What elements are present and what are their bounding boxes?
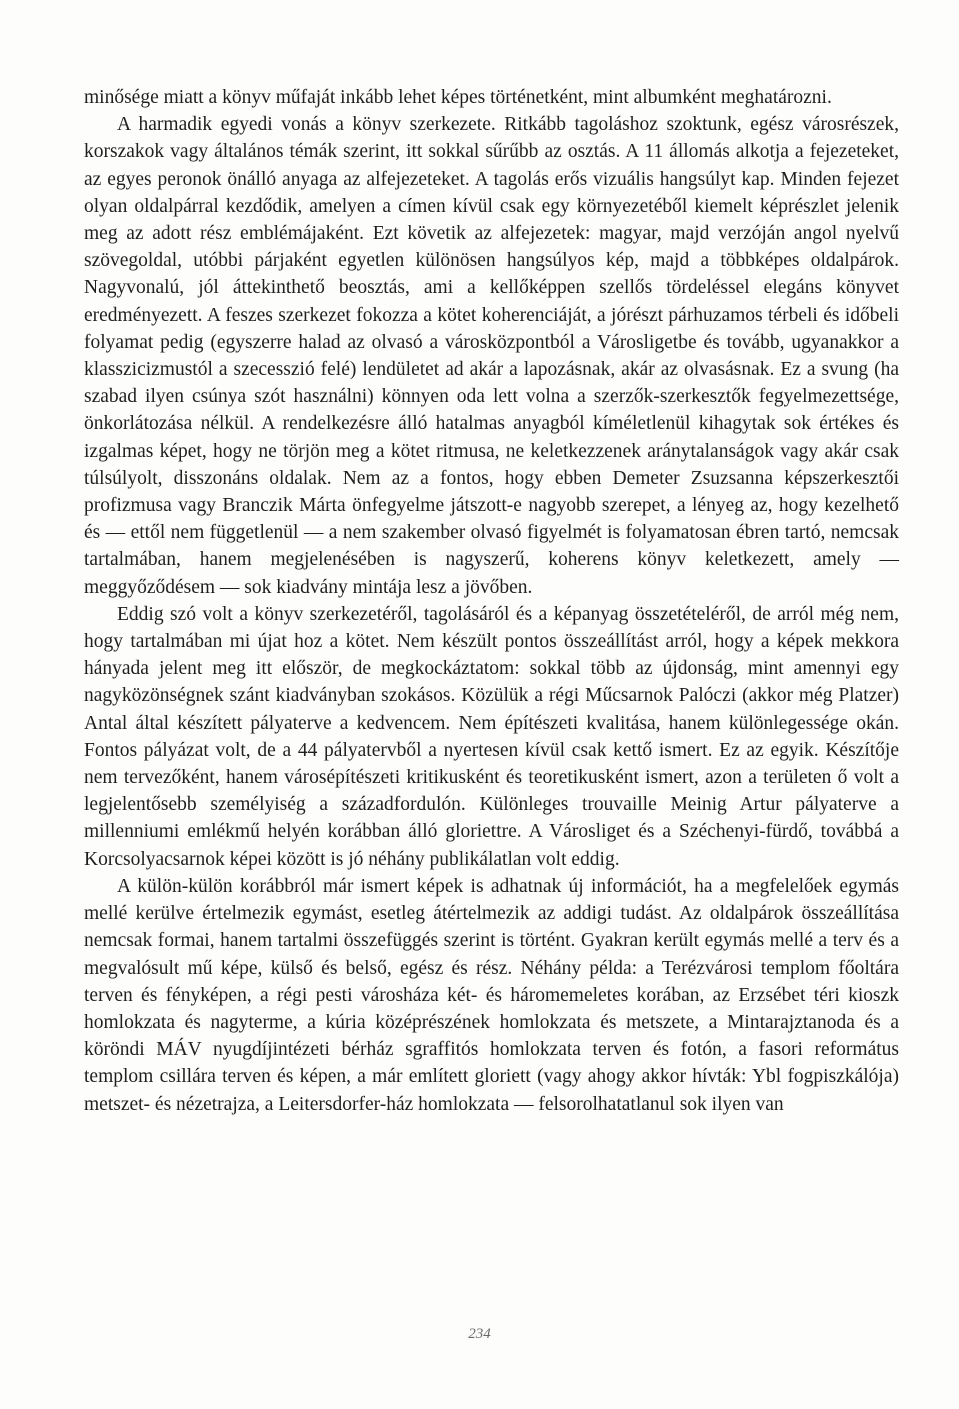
body-text	[84, 84, 899, 1118]
paragraph-1: minősége miatt a könyv műfaját inkább lehet képes történetként, mint albumként meghatározni.	[84, 87, 832, 108]
paragraph-2: A harmadik egyedi vonás a könyv szerkezete. Ritkább tagoláshoz szoktunk, egész városrészek, korszakok vagy általános témák szerint, itt sokkal sűrűbb az osztás. A 11 állomás alkotja a fejezeteket, az egyes peronok önálló anyaga az alfejezeteket. A tagolás erős vizuális hangsúlyt kap. Minden fejezet olyan oldalpárral kezdődik, amelyen a címen kívül csak egy környezetéből kiemelt képrészlet jelenik meg az adott rész emblémájaként. Ezt követik az alfejezetek: magyar, majd verzóján angol nyelvű szövegoldal, utóbbi párjaként egyetlen különösen hangsúlyos kép, majd a többképes oldalpárok. Nagyvonalú, jól áttekinthető beosztás, ami a kellőképpen szellős tördeléssel elegáns könyvet eredményezett. A feszes szerkezet fokozza a kötet koherenciáját, a jórészt párhuzamos térbeli és időbeli folyamat pedig (egyszerre halad az olvasó a városközpontból a Városligetbe és tovább, ugyanakkor a klasszicizmustól a szecesszió felé) lendületet ad akár a lapozásnak, akár az olvasásnak. Ez a svung (ha szabad ilyen csúnya szót használni) könnyen oda lett volna a szerzők-szerkesztők fegyelmezettsége, önkorlátozása nélkül. A rendelkezésre álló hatalmas anyagból kíméletlenül kihagytak sok értékes és izgalmas képet, hogy ne törjön meg a kötet ritmusa, ne keletkezzenek aránytalanságok vagy akár csak túlsúlyolt, disszonáns oldalak. Nem az a fontos, hogy ebben Demeter Zsuzsanna képszerkesztői profizmusa vagy Branczik Márta önfegyelme játszott-e nagyobb szerepet, a lényeg az, hogy kezelhető és — ettől nem függetlenül — a nem szakember olvasó figyelmét is folyamatosan ébren tartó, nemcsak tartalmában, hanem megjelenésében is nagyszerű, koherens könyv keletkezett, amely — meggyőződésem — sok kiadvány mintája lesz a jövőben.	[84, 114, 899, 598]
paragraph-3: Eddig szó volt a könyv szerkezetéről, tagolásáról és a képanyag összetételéről, de arról még nem, hogy tartalmában mi újat hoz a kötet. Nem készült pontos összeállítást arról, hogy a képek mekkora hányada jelent meg itt először, de megkockáztatom: sokkal több az újdonság, mint amennyi egy nagyközönségnek szánt kiadványban szokásos. Közülük a régi Műcsarnok Palóczi (akkor még Platzer) Antal által készített pályaterve a kedvencem. Nem építészeti kvalitása, hanem különlegessége okán. Fontos pályázat volt, de a 44 pályatervből a nyertesen kívül csak kettő ismert. Ez az egyik. Készítője nem tervezőként, hanem városépítészeti kritikusként és teoretikusként ismert, azon a területen ő volt a legjelentősebb személyiség a századfordulón. Különleges trouvaille Meinig Artur pályaterve a millenniumi emlékmű helyén korábban álló gloriettre. A Városliget és a Széchenyi-fürdő, továbbá a Korcsolyacsarnok képei között is jó néhány publikálatlan volt eddig.	[84, 603, 899, 870]
page-number: 234	[468, 1326, 491, 1342]
paragraph-4: A külön-külön korábbról már ismert képek is adhatnak új információt, ha a megfelelőek egymás mellé kerülve értelmezik egymást, esetleg átértelmezik az addigi tudást. Az oldalpárok összeállítása nemcsak formai, hanem tartalmi összefüggés szerint is történt. Gyakran került egymás mellé a terv és a megvalósult mű képe, külső és belső, egész és rész. Néhány példa: a Terézvárosi templom főoltára terven és fényképen, a régi pesti városháza két- és háromemeletes korában, az Erzsébet téri kioszk homlokzata és nagyterme, a kúria középrészének homlokzata és metszete, a Mintarajztanoda és a köröndi MÁV nyugdíjintézeti bérház sgraffitós homlokzata terven és fotón, a fasori református templom csillára terven és képen, a már említett gloriett (vagy ahogy akkor hívták: Ybl fogpiszkálója) metszet- és nézetrajza, a Leitersdorfer-ház homlokzata — felsorolhatatlanul sok ilyen van	[84, 875, 899, 1115]
